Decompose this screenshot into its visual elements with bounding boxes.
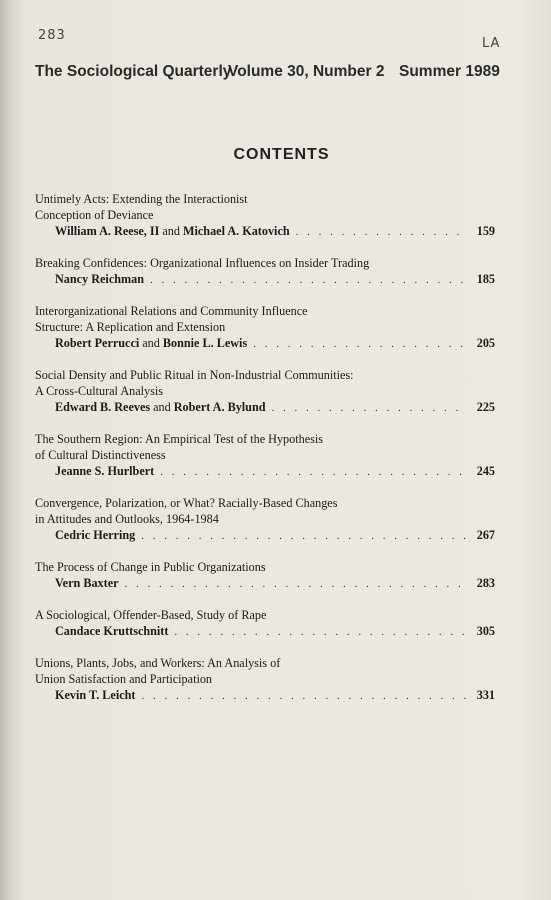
author-name: Robert A. Bylund [173,400,266,414]
dot-leader [141,688,467,704]
dot-leader [141,528,467,544]
page-number: 225 [476,400,495,414]
article-title-line: Untimely Acts: Extending the Interactionist [35,192,248,206]
author-name: Bonnie L. Lewis [162,336,248,350]
toc-entry [35,303,495,352]
author-line [35,527,495,544]
article-title-line: Union Satisfaction and Participation [35,672,213,686]
article-title-line: Breaking Confidences: Organizational Influences on Insider Trading [35,256,370,270]
author-name: Nancy Reichman [55,272,145,286]
dot-leader [174,624,467,640]
author-name: Cedric Herring [55,528,136,542]
toc-entry [35,655,495,704]
author-name: Candace Kruttschnitt [55,624,169,638]
article-title-line: Convergence, Polarization, or What? Racially-Based Changes [35,496,338,510]
table-of-contents [35,191,495,719]
page-number: 305 [476,624,495,638]
author-line [35,399,495,416]
page-number: 283 [476,576,495,590]
dot-leader [272,400,467,416]
author-name: Robert Perrucci [55,336,140,350]
dot-leader [160,464,467,480]
handwritten-initials: LA [482,36,501,51]
dot-leader [253,336,467,352]
author-connector: and [162,224,180,238]
article-title-line: The Process of Change in Public Organizations [35,560,266,574]
author-line [35,687,495,704]
author-line [35,463,495,480]
author-connector: and [142,336,160,350]
page-number: 205 [476,336,495,350]
toc-entry [35,255,495,288]
article-title-line: Conception of Deviance [35,208,154,222]
author-name: Edward B. Reeves [55,400,151,414]
page-number: 267 [476,528,495,542]
page-number: 159 [476,224,495,238]
page-number: 245 [476,464,495,478]
author-name: Vern Baxter [55,576,119,590]
article-title-line: A Sociological, Offender-Based, Study of Rape [35,608,267,622]
dot-leader [125,576,467,592]
contents-heading [0,146,551,164]
article-title-line: in Attitudes and Outlooks, 1964-1984 [35,512,219,526]
journal-volume: Volume 30, Number 2 [228,63,385,80]
author-line [35,623,495,640]
dot-leader [150,272,467,288]
article-title-line: The Southern Region: An Empirical Test of the Hypothesis [35,432,323,446]
journal-season: Summer 1989 [399,63,500,80]
author-line [35,575,495,592]
article-title-line: Interorganizational Relations and Community Influence [35,304,308,318]
toc-entry [35,367,495,416]
author-name: Jeanne S. Hurlbert [55,464,155,478]
dot-leader [296,224,467,240]
author-line [35,335,495,352]
journal-title: The Sociological Quarterly [35,63,232,80]
author-connector: and [153,400,171,414]
contents-heading-text: CONTENTS [233,146,330,163]
author-name: Michael A. Katovich [183,224,290,238]
article-title-line: Social Density and Public Ritual in Non-Industrial Communities: [35,368,354,382]
article-title-line: of Cultural Distinctiveness [35,448,166,462]
author-line [35,271,495,288]
page-number: 185 [476,272,495,286]
toc-entry [35,495,495,544]
author-line [35,223,495,240]
toc-entry [35,191,495,240]
toc-entry [35,607,495,640]
author-name: William A. Reese, II [55,224,160,238]
article-title-line: A Cross-Cultural Analysis [35,384,163,398]
article-title-line: Unions, Plants, Jobs, and Workers: An Analysis of [35,656,281,670]
toc-entry [35,559,495,592]
author-name: Kevin T. Leicht [55,688,136,702]
toc-entry [35,431,495,480]
handwritten-page-note: 283 [38,28,66,43]
article-title-line: Structure: A Replication and Extension [35,320,226,334]
page-number: 331 [476,688,495,702]
